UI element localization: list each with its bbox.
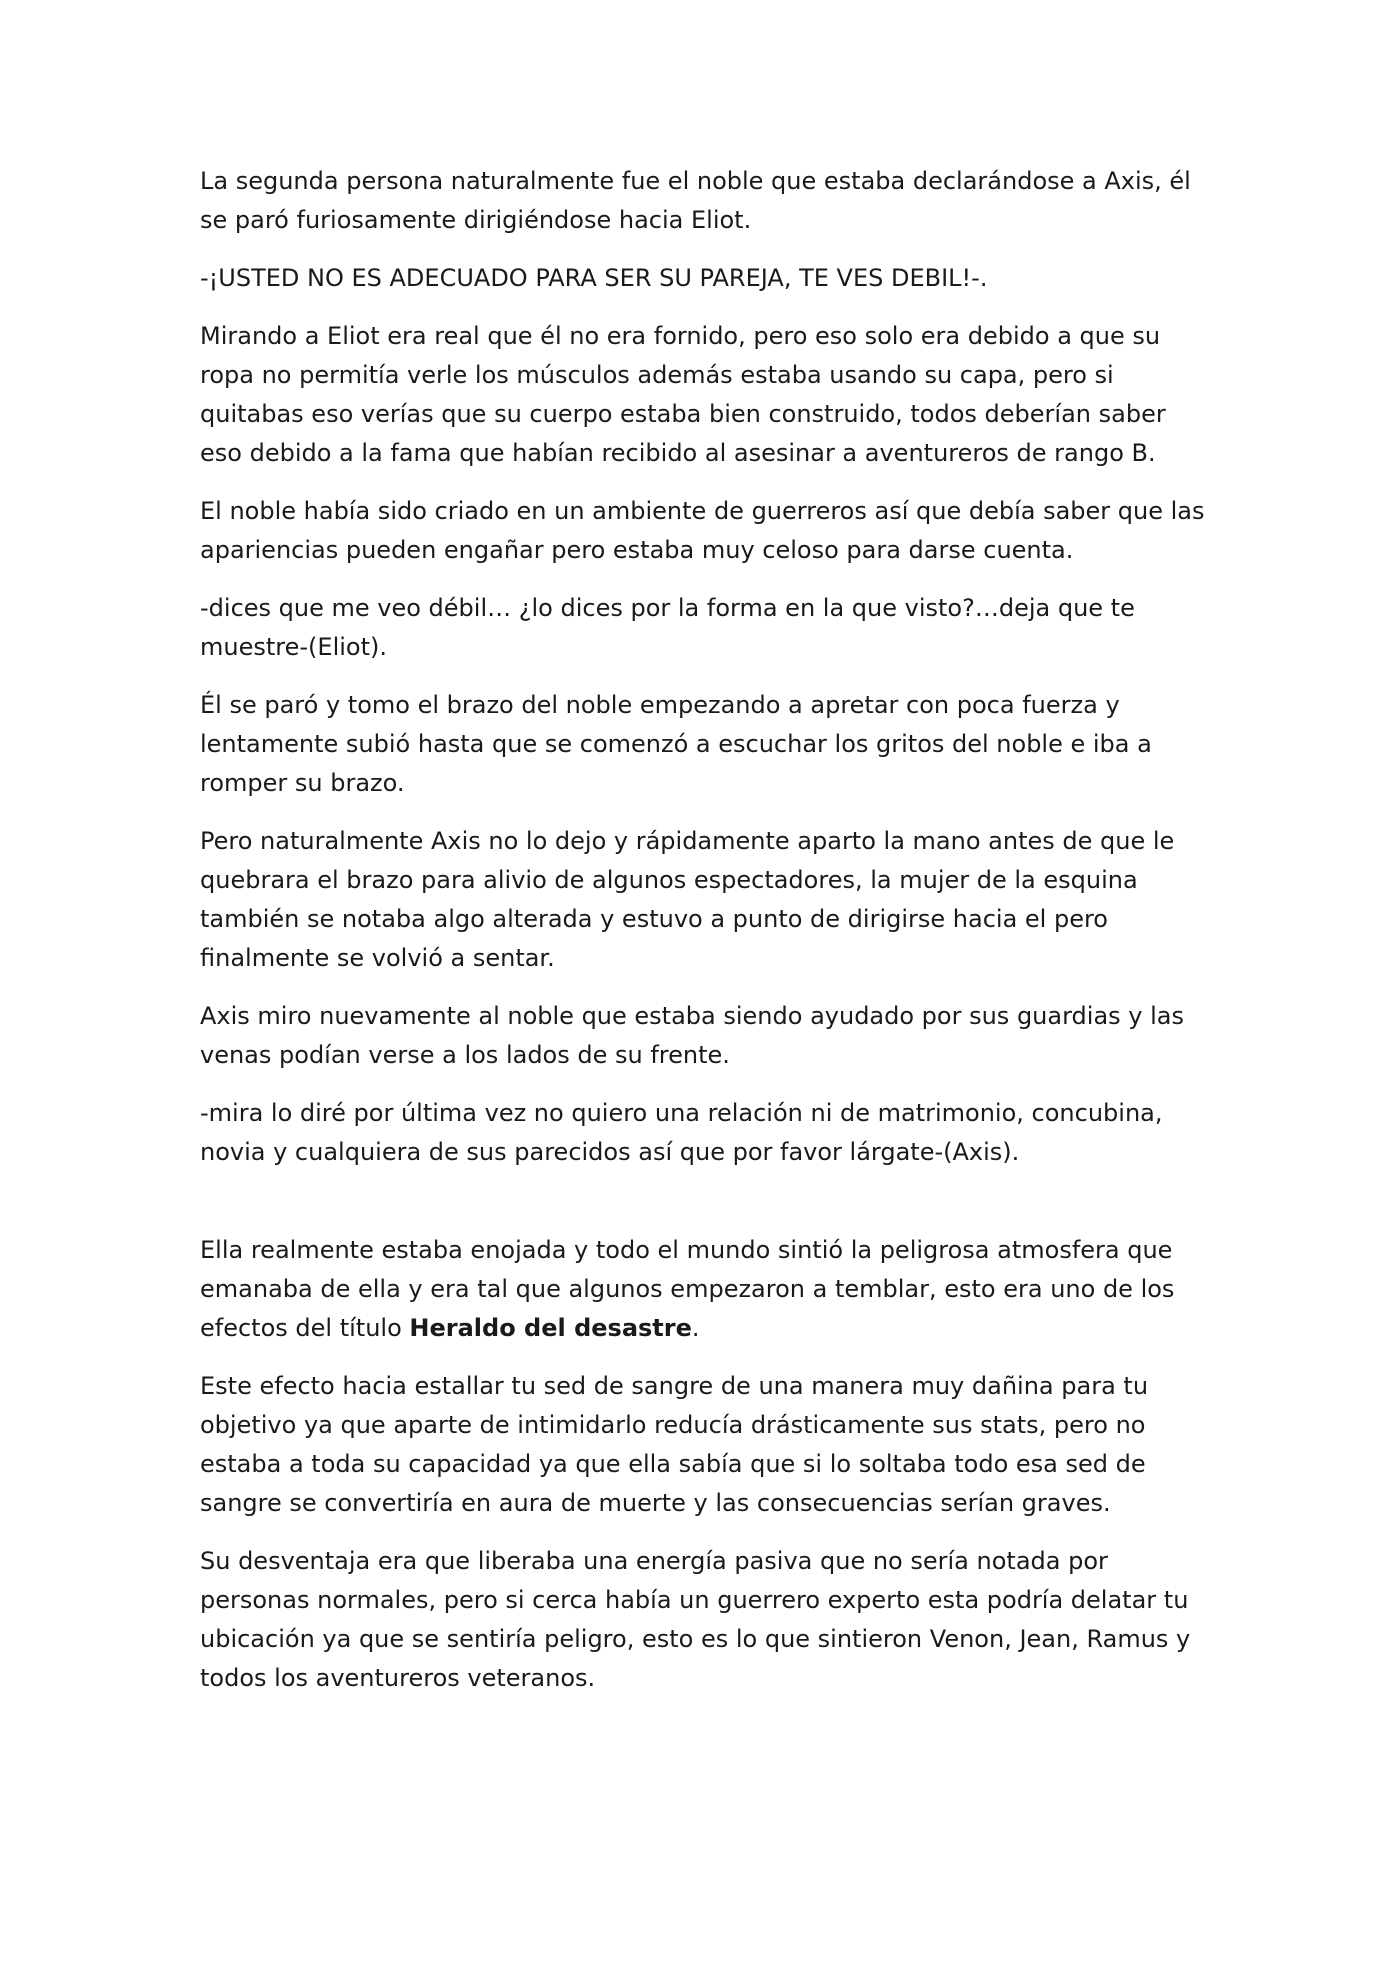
paragraph: Su desventaja era que liberaba una energía pasiva que no sería notada por personas normales, pero si cerca había un guerrero experto esta podría delatar tu ubicación ya que se sentiría peligro, esto es lo que sintieron Venon, Jean, Ramus y todos los aventureros veteranos. [200, 1547, 1191, 1692]
paragraph: El noble había sido criado en un ambiente de guerreros así que debía saber que las apariencias pueden engañar pero estaba muy celoso para darse cuenta. [200, 497, 1205, 564]
paragraph: Este efecto hacia estallar tu sed de sangre de una manera muy dañina para tu objetivo ya que aparte de intimidarlo reducía drásticamente sus stats, pero no estaba a toda su capacidad ya que ella sabía que si lo soltaba todo esa sed de sangre se convertiría en aura de muerte y las consecuencias serían graves. [200, 1372, 1149, 1517]
paragraph-heraldo [200, 1231, 1210, 1348]
dialogue-line: -dices que me veo débil… ¿lo dices por la forma en la que visto?…deja que te muestre-(Eliot). [200, 594, 1135, 661]
paragraph: Axis miro nuevamente al noble que estaba siendo ayudado por sus guardias y las venas podían verse a los lados de su frente. [200, 1002, 1184, 1069]
paragraph-text: Ella realmente estaba enojada y todo el mundo sintió la peligrosa atmosfera que emanaba de ella y era tal que algunos empezaron a temblar, esto era uno de los efectos del título [200, 1236, 1175, 1342]
section-break [200, 1191, 1210, 1231]
dialogue-line: -¡USTED NO ES ADECUADO PARA SER SU PAREJA, TE VES DEBIL!-. [200, 264, 988, 292]
paragraph: Mirando a Eliot era real que él no era fornido, pero eso solo era debido a que su ropa no permitía verle los músculos además estaba usando su capa, pero si quitabas eso verías que su cuerpo estaba bien construido, todos deberían saber eso debido a la fama que habían recibido al asesinar a aventureros de rango B. [200, 322, 1166, 467]
title-name-bold: Heraldo del desastre [409, 1314, 692, 1342]
paragraph: La segunda persona naturalmente fue el noble que estaba declarándose a Axis, él se paró furiosamente dirigiéndose hacia Eliot. [200, 167, 1191, 234]
paragraph: Pero naturalmente Axis no lo dejo y rápidamente aparto la mano antes de que le quebrara el brazo para alivio de algunos espectadores, la mujer de la esquina también se notaba algo alterada y estuvo a punto de dirigirse hacia el pero finalmente se volvió a sentar. [200, 827, 1175, 972]
dialogue-line: -mira lo diré por última vez no quiero una relación ni de matrimonio, concubina, novia y cualquiera de sus parecidos así que por favor lárgate-(Axis). [200, 1099, 1163, 1166]
paragraph: Él se paró y tomo el brazo del noble empezando a apretar con poca fuerza y lentamente subió hasta que se comenzó a escuchar los gritos del noble e iba a romper su brazo. [200, 691, 1152, 797]
paragraph-text: . [691, 1314, 700, 1342]
document-body [200, 162, 1210, 1717]
